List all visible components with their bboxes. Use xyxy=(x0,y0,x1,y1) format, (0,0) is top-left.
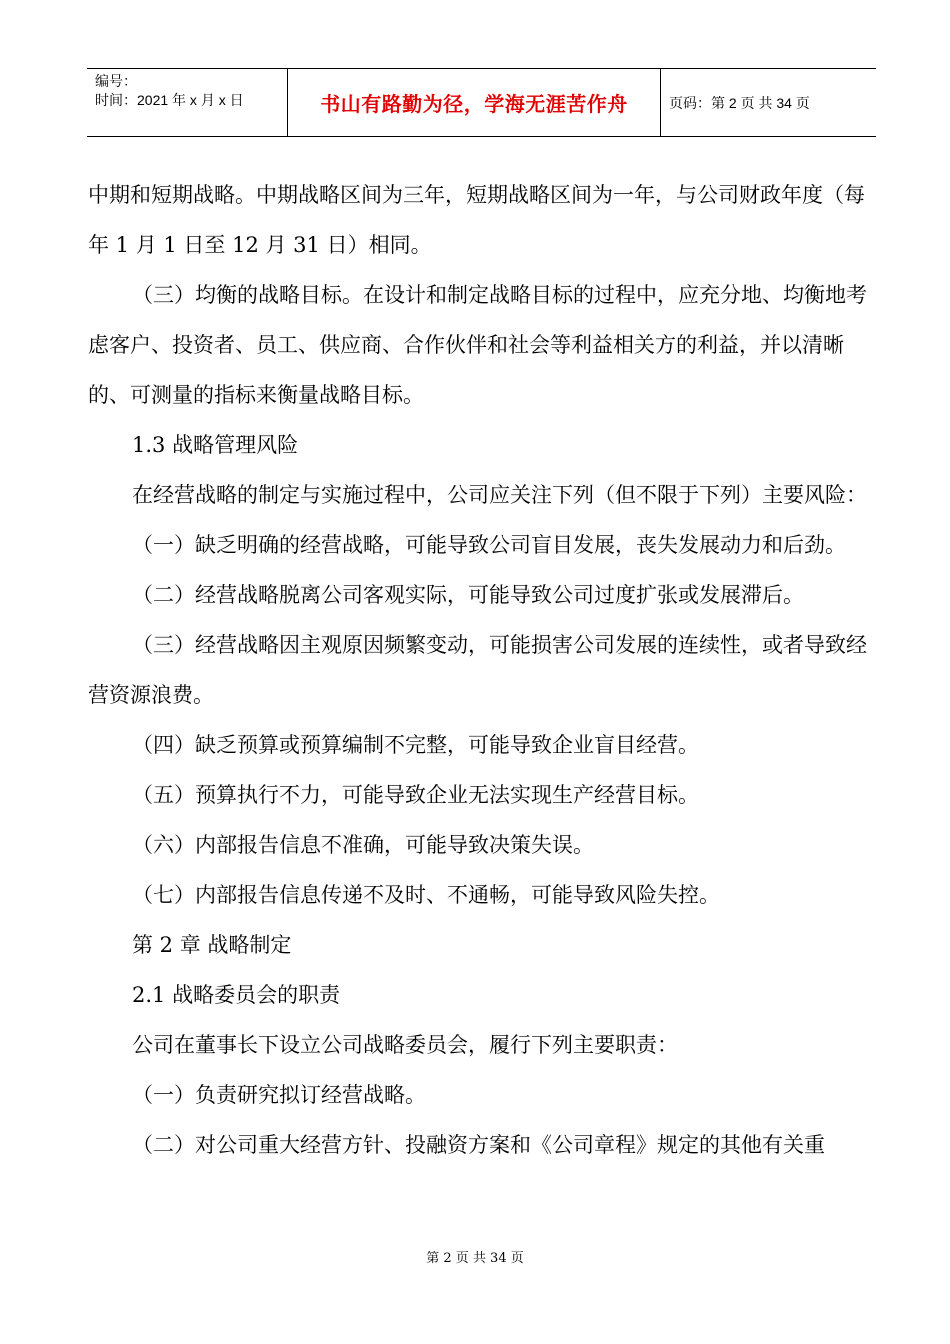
paragraph: 在经营战略的制定与实施过程中，公司应关注下列（但不限于下列）主要风险： xyxy=(132,483,867,507)
chapter-heading: 第 2 章 战略制定 xyxy=(132,933,292,957)
list-item: （六）内部报告信息不准确，可能导致决策失误。 xyxy=(132,833,594,857)
list-item: （一）负责研究拟订经营战略。 xyxy=(132,1083,426,1107)
page-header xyxy=(87,68,876,137)
paragraph: 中期和短期战略。中期战略区间为三年，短期战略区间为一年，与公司财政年度（每年 1 月 1 日至 12 月 31 日）相同。 xyxy=(88,183,865,257)
list-item: （四）缺乏预算或预算编制不完整，可能导致企业盲目经营。 xyxy=(132,733,699,757)
paragraph: （三）均衡的战略目标。在设计和制定战略目标的过程中，应充分地、均衡地考虑客户、投资者、员工、供应商、合作伙伴和社会等利益相关方的利益，并以清晰的、可测量的指标来衡量战略目标。 xyxy=(88,283,867,407)
number-label: 编号： xyxy=(95,73,137,89)
header-motto: 书山有路勤为径，学海无涯苦作舟 xyxy=(287,69,661,136)
list-item: （三）经营战略因主观原因频繁变动，可能损害公司发展的连续性，或者导致经营资源浪费。 xyxy=(88,633,867,707)
document-body xyxy=(88,170,878,1170)
time-label: 时间：2021 年 x 月 x 日 xyxy=(95,92,244,108)
section-heading: 2.1 战略委员会的职责 xyxy=(132,983,341,1007)
list-item: （七）内部报告信息传递不及时、不通畅，可能导致风险失控。 xyxy=(132,883,720,907)
section-heading: 1.3 战略管理风险 xyxy=(132,433,299,457)
list-item: （一）缺乏明确的经营战略，可能导致公司盲目发展，丧失发展动力和后劲。 xyxy=(132,533,846,557)
paragraph: 公司在董事长下设立公司战略委员会，履行下列主要职责： xyxy=(132,1033,678,1057)
header-page-label: 页码：第 2 页 共 34 页 xyxy=(669,94,810,111)
header-meta xyxy=(87,69,287,136)
list-item: （二）对公司重大经营方针、投融资方案和《公司章程》规定的其他有关重 xyxy=(132,1133,825,1157)
list-item: （五）预算执行不力，可能导致企业无法实现生产经营目标。 xyxy=(132,783,699,807)
list-item: （二）经营战略脱离公司客观实际，可能导致公司过度扩张或发展滞后。 xyxy=(132,583,804,607)
page-footer: 第 2 页 共 34 页 xyxy=(426,1251,524,1266)
